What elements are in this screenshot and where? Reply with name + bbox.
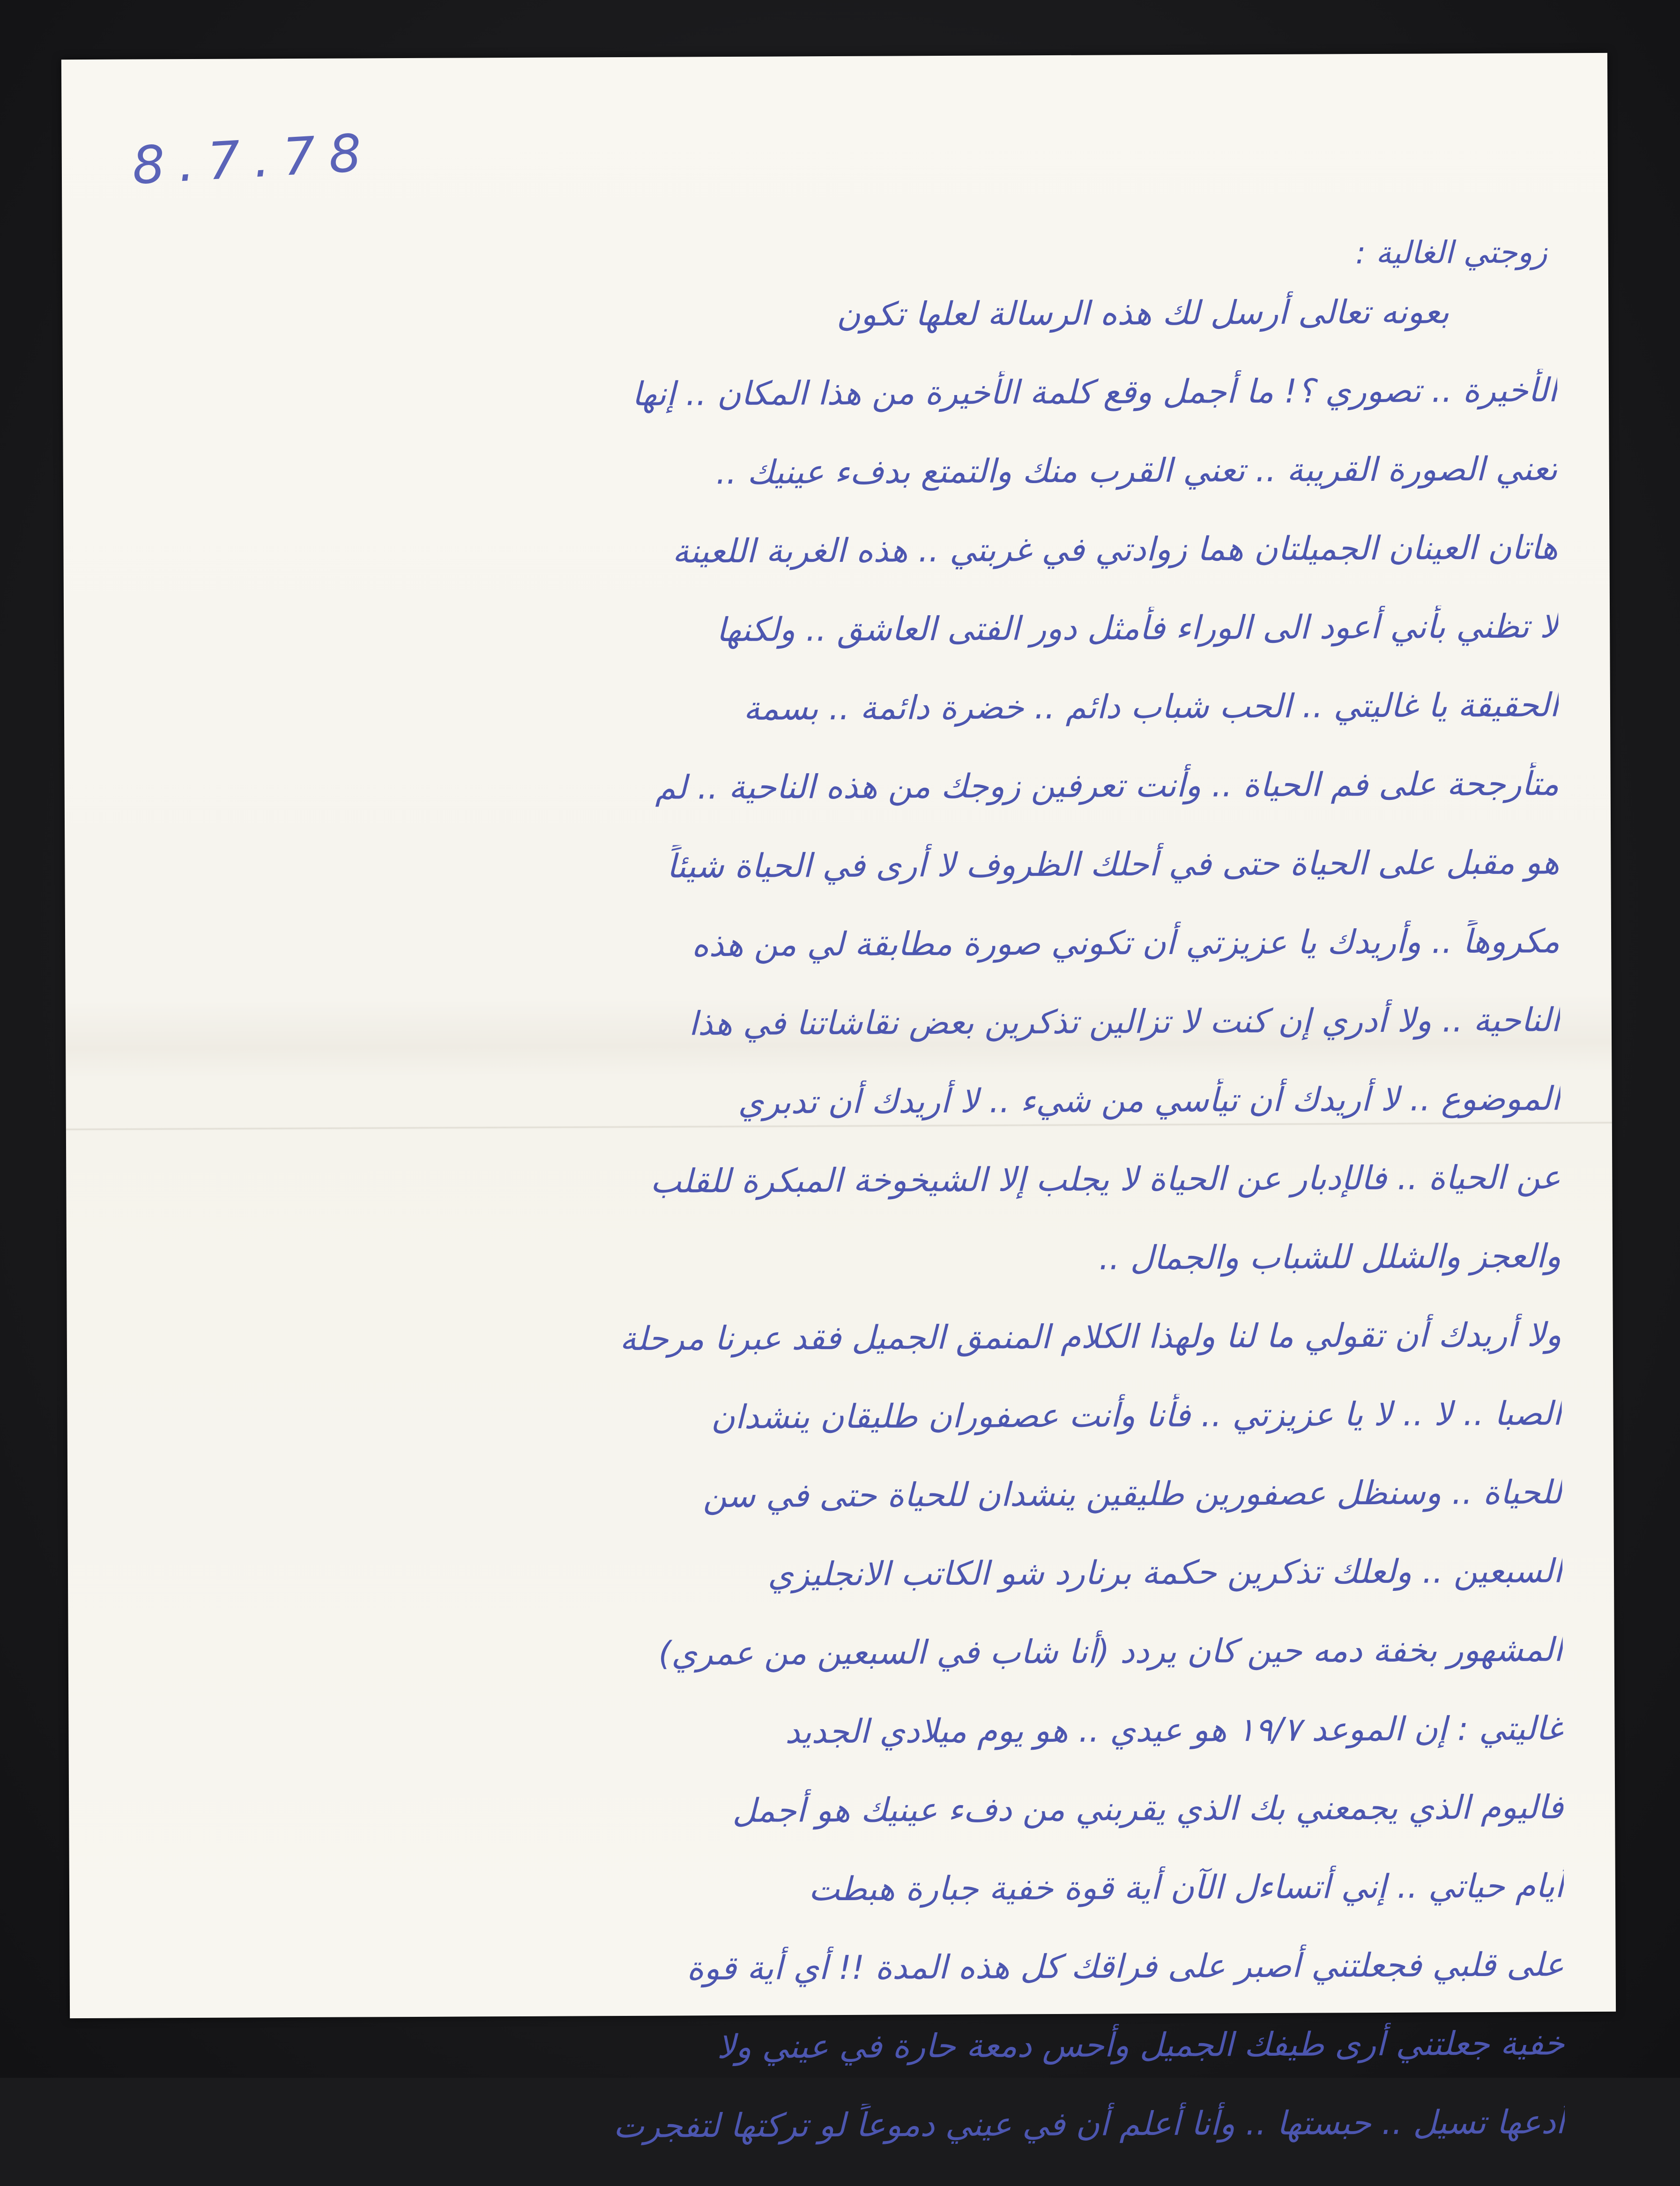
letter-line: ولا أريدك أن تقولي ما لنا ولهذا الكلام المنمق الجميل فقد عبرنا مرحلة (619, 1315, 1561, 1358)
letter-date: 8.7.78 (130, 122, 376, 196)
letter-line: الأخيرة .. تصوري ؟! ما أجمل وقع كلمة الأخيرة من هذا المكان .. إنها (632, 371, 1558, 413)
letter-line: مكروهاً .. وأريدك يا عزيزتي أن تكوني صورة مطابقة لي من هذه (691, 922, 1560, 964)
letter-line: متأرجحة على فم الحياة .. وأنت تعرفين زوجك من هذه الناحية .. لم (655, 764, 1559, 807)
letter-line: فاليوم الذي يجمعني بك الذي يقربني من دفء عينيك هو أجمل (732, 1788, 1564, 1830)
letter-line: غاليتي : إن الموعد ١٩/٧ هو عيدي .. هو يوم ميلادي الجديد (785, 1709, 1563, 1751)
letter-line: الموضوع .. لا أريدك أن تيأسي من شيء .. لا أريدك أن تدبري (738, 1079, 1561, 1121)
letter-line: أيام حياتي .. إني أتساءل الآن أية قوة خفية جبارة هبطت (808, 1866, 1564, 1909)
letter-line: لا تظني بأني أعود الى الوراء فأمثل دور الفتى العاشق .. ولكنها (716, 607, 1559, 649)
letter-body (128, 236, 1565, 2186)
letter-line: المشهور بخفة دمه حين كان يردد (أنا شاب في السبعين من عمري) (658, 1630, 1563, 1673)
letter-sheet (61, 53, 1616, 2146)
letter-line: على قلبي فجعلتني أصبر على فراقك كل هذه المدة !! أي أية قوة (686, 1945, 1564, 1988)
letter-line: الصبا .. لا .. لا يا عزيزتي .. فأنا وأنت عصفوران طليقان ينشدان (711, 1394, 1562, 1437)
letter-line: تعني الصورة القريبة .. تعني القرب منك والتمتع بدفء عينيك .. (715, 449, 1558, 492)
letter-line: بعونه تعالى أرسل لك هذه الرسالة لعلها تكون (836, 292, 1450, 334)
letter-line: الناحية .. ولا أدري إن كنت لا تزالين تذكرين بعض نقاشاتنا في هذا (688, 1000, 1561, 1043)
letter-line: السبعين .. ولعلك تذكرين حكمة برنارد شو الكاتب الانجليزي (767, 1552, 1563, 1594)
letter-line: الحقيقة يا غاليتي .. الحب شباب دائم .. خضرة دائمة .. بسمة (743, 686, 1559, 728)
letter-line: خفية جعلتني أرى طيفك الجميل وأحس دمعة حارة في عيني ولا (717, 2024, 1565, 2067)
letter-line: عن الحياة .. فالإدبار عن الحياة لا يجلب إلا الشيخوخة المبكرة للقلب (650, 1158, 1561, 1201)
letter-line: للحياة .. وسنظل عصفورين طليقين ينشدان للحياة حتى في سن (703, 1473, 1562, 1515)
letter-greeting: زوجتي الغالية : (1355, 234, 1547, 271)
letter-line: والعجز والشلل للشباب والجمال .. (1099, 1237, 1561, 1277)
letter-line: هاتان العينان الجميلتان هما زوادتي في غربتي .. هذه الغربة اللعينة (672, 528, 1558, 571)
letter-line: أدعها تسيل .. حبستها .. وأنا أعلم أن في عيني دموعاً لو تركتها لتفجرت (613, 2103, 1565, 2146)
letter-line: هو مقبل على الحياة حتى في أحلك الظروف لا أرى في الحياة شيئاً (667, 843, 1560, 886)
